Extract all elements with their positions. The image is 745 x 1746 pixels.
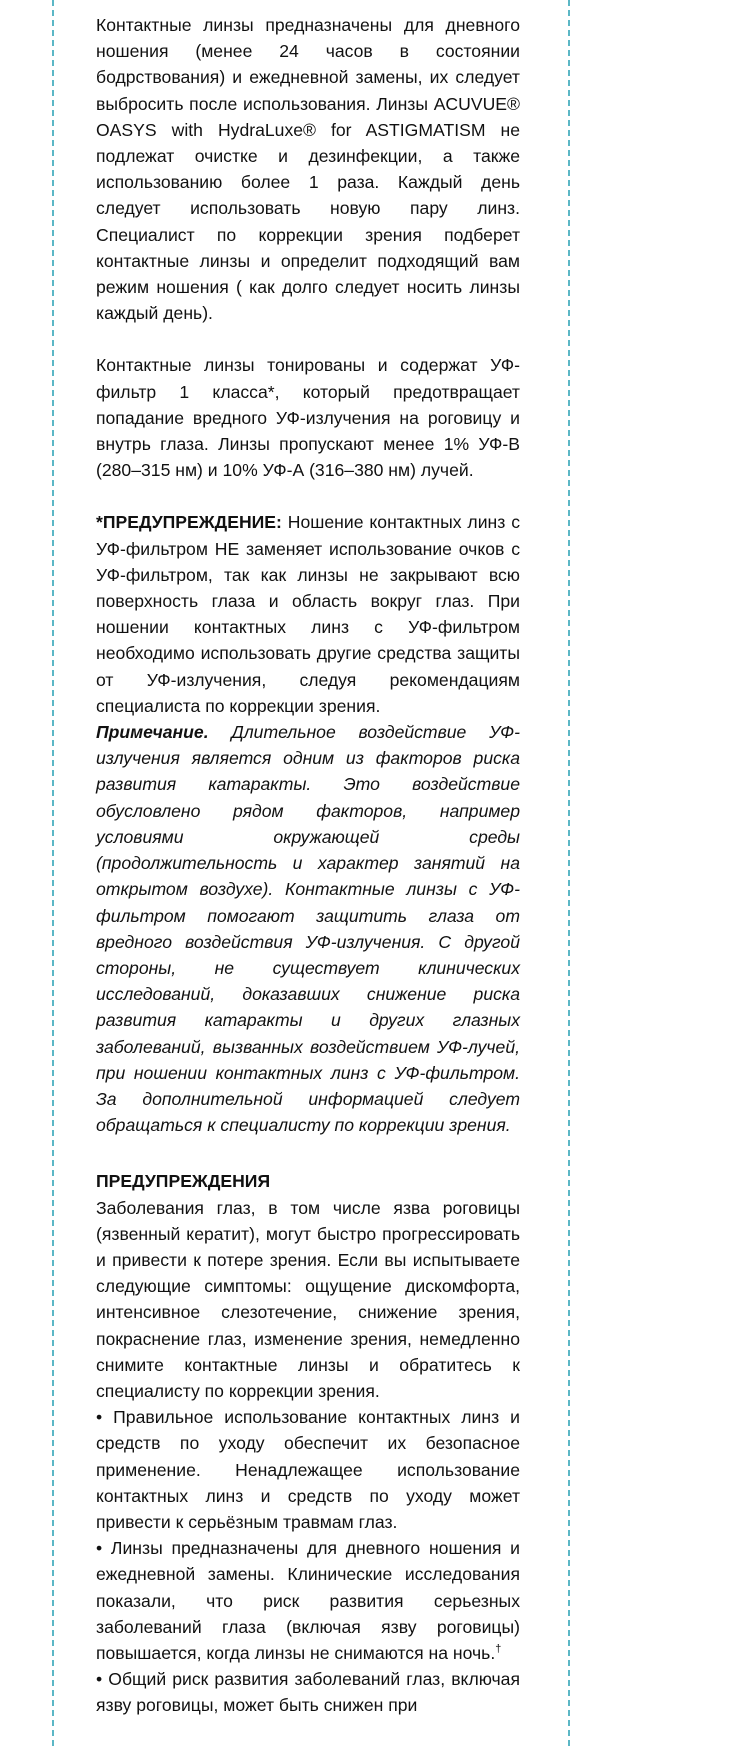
paragraph-note [96,719,520,1138]
bullet-daily-wear [96,1535,520,1666]
right-margin-rule [568,0,570,1746]
note-lead: Примечание. [96,722,209,743]
section-heading-warnings: ПРЕДУПРЕЖДЕНИЯ [96,1171,271,1192]
footnote-marker: † [495,1643,502,1656]
spacer [96,483,520,509]
uv-warning-lead: *ПРЕДУПРЕЖДЕНИЕ: [96,512,282,533]
paragraph-eye-diseases: Заболевания глаз, в том числе язва роговицы (язвенный кератит), могут быстро прогрессировать и привести к потере зрения. Если вы испытываете следующие симптомы: ощущение дискомфорта, интенсивное слезотечение, снижение зрения, покраснение глаз, изменение зрения, немедленно снимите контактные линзы и обратитесь к специалисту по коррекции зрения. [96,1197,520,1401]
bullet-overall-risk-text: Общий риск развития заболеваний глаз, включая язву роговицы, может быть снижен при [96,1669,520,1716]
paragraph-uv-warning [96,509,520,719]
document-body [96,12,520,1719]
bullet-proper-use [96,1404,520,1535]
paragraph-wear-schedule: Контактные линзы предназначены для дневного ношения (менее 24 часов в состоянии бодрствования) и ежедневной замены, их следует выбросить после использования. Линзы ACUVUE® OASYS with HydraLuxe® for ASTIGMATISM не подлежат очистке и дезинфекции, а также использованию более 1 раза. Каждый день следует использовать новую пару линз. Специалист по коррекции зрения подберет контактные линзы и определит подходящий вам режим ношения ( как долго следует носить линзы каждый день). [96,15,520,324]
spacer [96,326,520,352]
paragraph-uv-filter: Контактные линзы тонированы и содержат УФ-фильтр 1 класса*, который предотвращает попадание вредного УФ-излучения на роговицу и внутрь глаза. Линзы пропускают менее 1% УФ-В (280–315 нм) и 10% УФ-А (316–380 нм) лучей. [96,355,520,481]
bullet-daily-wear-text: Линзы предназначены для дневного ношения и ежедневной замены. Клинические исследования показали, что риск развития серьезных заболеваний глаза (включая язву роговицы) повышается, когда линзы не снимаются на ночь. [96,1538,520,1663]
bullet-marker: • [96,1407,103,1428]
spacer [96,1138,520,1168]
note-text: Длительное воздействие УФ-излучения является одним из факторов риска развития катаракты. Это воздействие обусловлено рядом факторов, например условиями окружающей среды (продолжительность и характер занятий на открытом воздухе). Контактные линзы с УФ-фильтром помогают защитить глаза от вредного воздействия УФ-излучения. С другой стороны, не существует клинических исследований, доказавших снижение риска развития катаракты и других глазных заболеваний, вызванных воздействием УФ-лучей, при ношении контактных линз с УФ-фильтром. За дополнительной информацией следует обращаться к специалисту по коррекции зрения. [96,722,520,1136]
bullet-marker: • [96,1538,103,1559]
bullet-marker: • [96,1669,103,1690]
left-margin-rule [52,0,54,1746]
uv-warning-text: Ношение контактных линз с УФ-фильтром НЕ заменяет использование очков с УФ-фильтром, так как линзы не закрывают всю поверхность глаза и область вокруг глаз. При ношении контактных линз с УФ-фильтром необходимо использовать другие средства защиты от УФ-излучения, следуя рекомендациям специалиста по коррекции зрения. [96,512,520,716]
bullet-overall-risk [96,1666,520,1718]
bullet-proper-use-text: Правильное использование контактных линз и средств по уходу обеспечит их безопасное применение. Ненадлежащее использование контактных линз и средств по уходу может привести к серьёзным травмам глаз. [96,1407,520,1532]
